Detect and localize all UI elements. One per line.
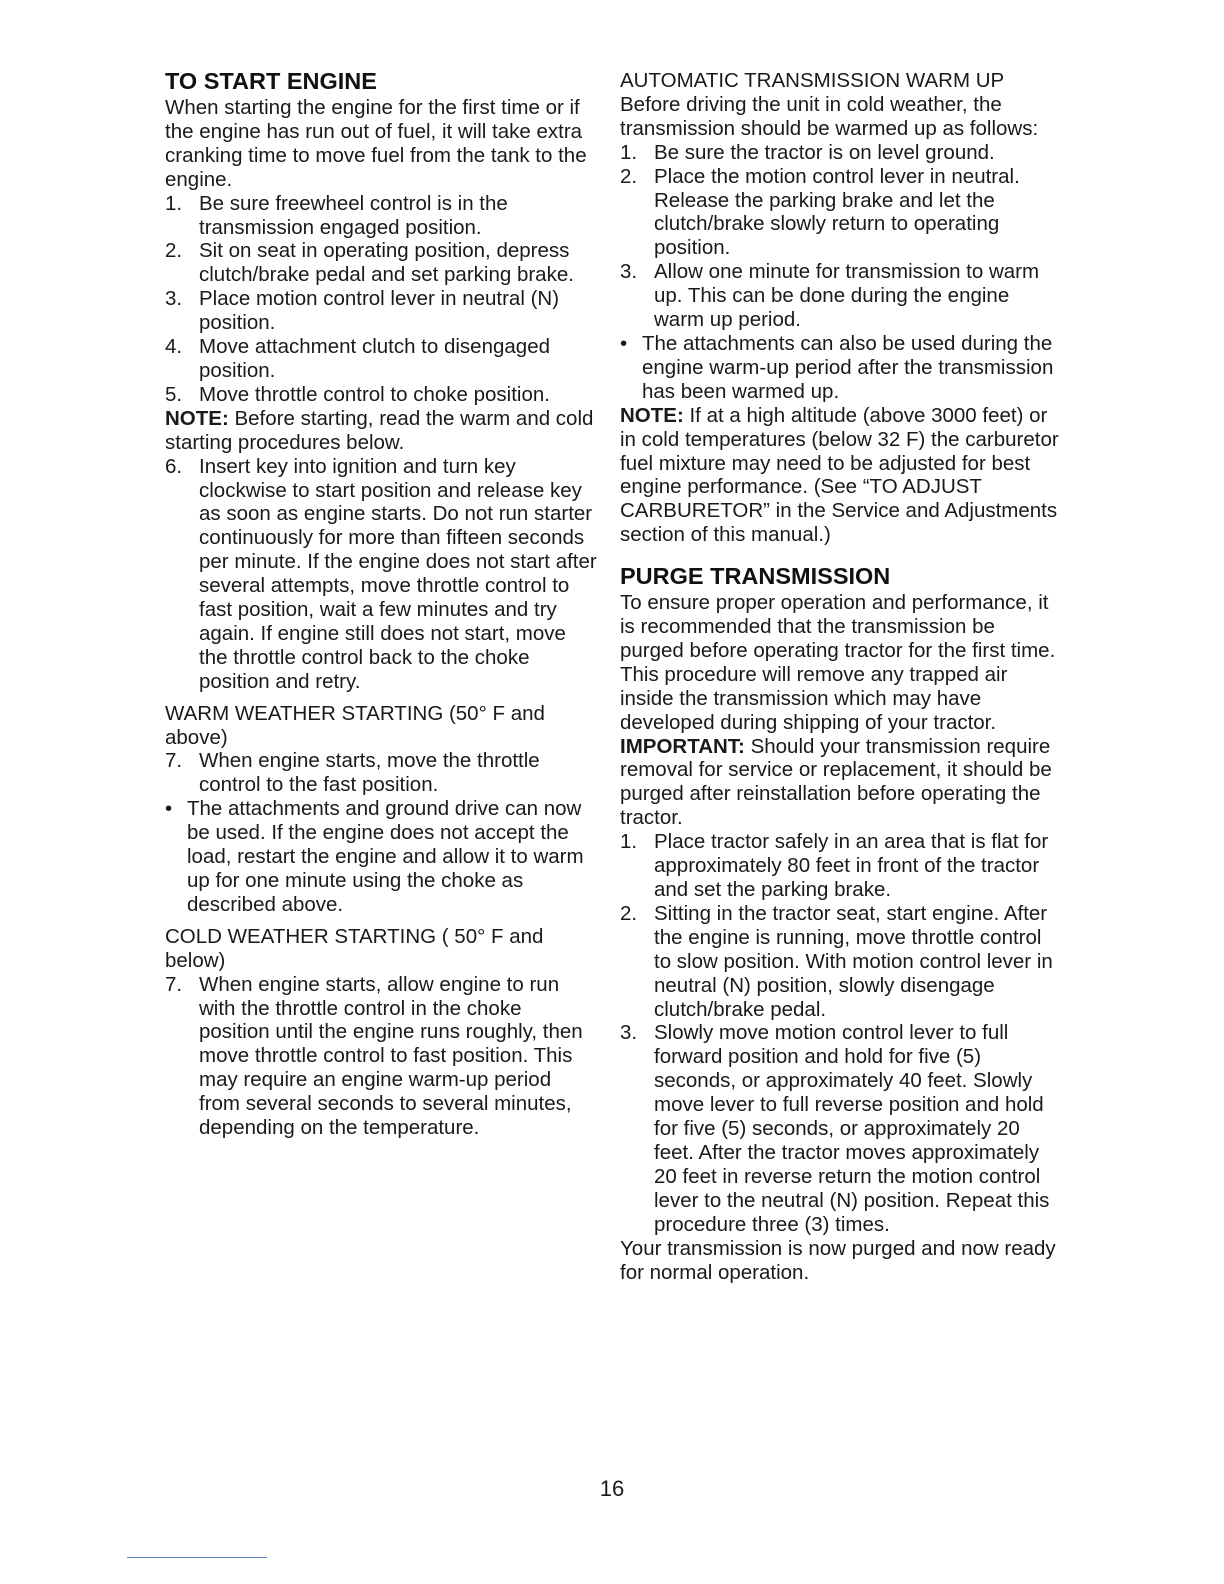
cold-step-7 <box>165 973 597 1140</box>
note-label: NOTE: <box>620 403 684 427</box>
bullet-icon: • <box>165 797 173 821</box>
start-step-1 <box>165 192 597 240</box>
start-step-2 <box>165 239 597 287</box>
auto-step-2 <box>620 165 1060 261</box>
auto-bullet <box>620 332 1060 404</box>
step-text: When engine starts, move the throttle control to the fast position. <box>199 749 540 797</box>
step-text: Move attachment clutch to disengaged position. <box>199 335 550 382</box>
auto-step-3 <box>620 260 1060 332</box>
purge-intro: To ensure proper operation and performance, it is recommended that the transmission be purged before operating tractor for the first time. This procedure will remove any trapped air inside the transmission which may have developed during shipping of your tractor. <box>620 591 1056 734</box>
step-number: 2. <box>165 239 183 263</box>
bullet-text: The attachments and ground drive can now be used. If the engine does not accept the load, restart the engine and allow it to warm up for one minute using the choke as described above. <box>187 797 584 916</box>
note-text: Before starting, read the warm and cold starting procedures below. <box>165 406 594 454</box>
warm-step-7 <box>165 749 597 797</box>
step-text: Move throttle control to choke position. <box>199 382 550 406</box>
purge-transmission-heading: PURGE TRANSMISSION <box>620 563 891 590</box>
warm-bullet <box>165 797 597 917</box>
start-note <box>165 407 597 455</box>
start-engine-intro: When starting the engine for the first time or if the engine has run out of fuel, it will take extra cranking time to move fuel from the tank to the engine. <box>165 96 587 191</box>
step-number: 1. <box>620 830 638 854</box>
auto-transmission-intro: Before driving the unit in cold weather, the transmission should be warmed up as follows: <box>620 92 1039 140</box>
auto-step-1 <box>620 141 1060 165</box>
page-number: 16 <box>599 1476 625 1501</box>
footer-rule <box>127 1557 267 1558</box>
altitude-note <box>620 404 1060 547</box>
purge-step-3 <box>620 1021 1060 1236</box>
step-text: Sitting in the tractor seat, start engine. After the engine is running, move throttle control to slow position. With motion control lever in neutral (N) position, slowly disengage clutch/brake pedal. <box>654 901 1053 1021</box>
important-label: IMPORTANT: <box>620 734 745 758</box>
start-step-5 <box>165 383 597 407</box>
step-text: Be sure freewheel control is in the transmission engaged position. <box>199 191 508 239</box>
start-step-4 <box>165 335 597 383</box>
start-step-3 <box>165 287 597 335</box>
step-number: 3. <box>620 260 638 284</box>
purge-closing: Your transmission is now purged and now ready for normal operation. <box>620 1236 1056 1284</box>
step-number: 3. <box>620 1021 638 1045</box>
note-text: If at a high altitude (above 3000 feet) or in cold temperatures (below 32 F) the carburetor fuel mixture may need to be adjusted for best engine performance. (See “TO ADJUST CARBURETOR” in the Service and Adjustments section of this manual.) <box>620 403 1059 547</box>
step-text: Place motion control lever in neutral (N) position. <box>199 287 560 335</box>
bullet-icon: • <box>620 331 628 355</box>
important-note <box>620 735 1060 831</box>
auto-transmission-heading: AUTOMATIC TRANSMISSION WARM UP <box>620 69 1005 92</box>
step-text: Be sure the tractor is on level ground. <box>654 140 995 164</box>
step-number: 3. <box>165 287 183 311</box>
step-number: 5. <box>165 382 183 406</box>
step-text: Allow one minute for transmission to warm up. This can be done during the engine warm up period. <box>654 260 1040 332</box>
step-text: When engine starts, allow engine to run with the throttle control in the choke position until the engine runs roughly, then move throttle control to fast position. This may require an engine warm-up period from several seconds to several minutes, depending on the temperature. <box>199 972 583 1140</box>
to-start-engine-heading: TO START ENGINE <box>165 68 377 94</box>
step-text: Slowly move motion control lever to full forward position and hold for five (5) seconds, or approximately 40 feet. Slowly move lever to full reverse position and hold for five (5) seconds, or approximately 20 feet. After the tractor moves approximately 20 feet in reverse return the motion control lever to the neutral (N) position. Repeat this procedure three (3) times. <box>654 1021 1050 1236</box>
step-text: Sit on seat in operating position, depress clutch/brake pedal and set parking brake. <box>199 239 574 287</box>
step-number: 4. <box>165 335 183 359</box>
step-number: 2. <box>620 164 638 188</box>
bullet-text: The attachments can also be used during the engine warm-up period after the transmission has been warmed up. <box>642 331 1054 403</box>
step-number: 7. <box>165 972 183 996</box>
step-text: Place tractor safely in an area that is flat for approximately 80 feet in front of the tractor and set the parking brake. <box>654 830 1049 901</box>
purge-step-2 <box>620 902 1060 1022</box>
right-column <box>620 66 1060 1284</box>
step-number: 6. <box>165 454 183 478</box>
important-text: Should your transmission require removal for service or replacement, it should be purged after reinstallation before operating the tractor. <box>620 734 1052 830</box>
step-number: 2. <box>620 901 638 925</box>
step-text: Place the motion control lever in neutral. Release the parking brake and let the clutch/brake slowly return to operating position. <box>654 164 1020 260</box>
purge-step-1 <box>620 830 1060 902</box>
cold-weather-heading: COLD WEATHER STARTING ( 50° F and below) <box>165 924 544 972</box>
step-number: 1. <box>620 140 638 164</box>
warm-weather-heading: WARM WEATHER STARTING (50° F and above) <box>165 701 545 749</box>
step-text: Insert key into ignition and turn key clockwise to start position and release key as soon as engine starts. Do not run starter continuously for more than fifteen seconds per minute. If the engine does not start after several attempts, move throttle control to fast position, wait a few minutes and try again. If engine still does not start, move the throttle control back to the choke position and retry. <box>199 454 597 693</box>
step-number: 7. <box>165 749 183 773</box>
start-step-6 <box>165 455 597 694</box>
step-number: 1. <box>165 191 183 215</box>
note-label: NOTE: <box>165 406 229 430</box>
left-column <box>165 66 597 1140</box>
